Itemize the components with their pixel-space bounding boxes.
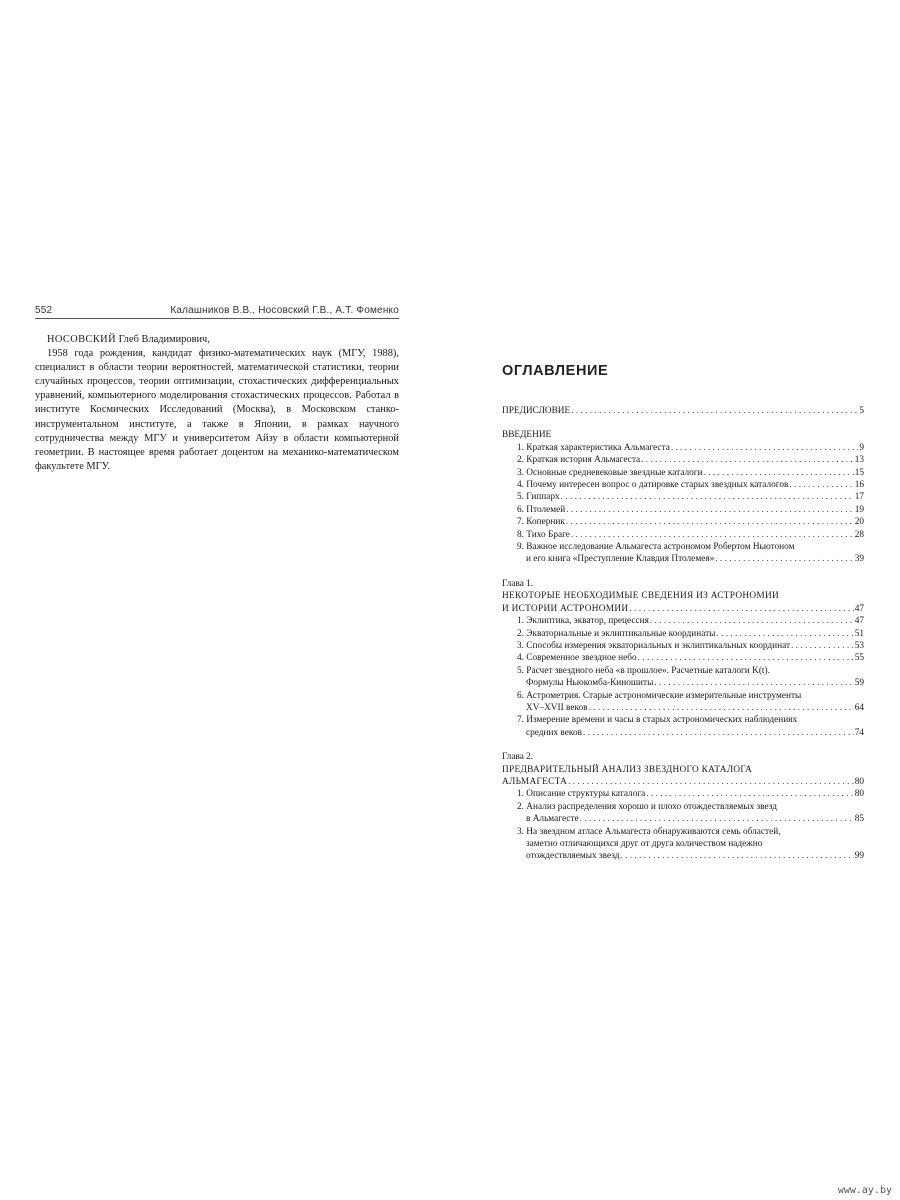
bio-given-names: Глеб Владимирович, — [115, 334, 210, 345]
toc-entry[interactable]: средних веков . . . 74 — [502, 727, 864, 739]
toc-entry[interactable]: 2. Краткая история Альмагеста . . . 13 — [502, 454, 864, 466]
section-heading-intro: ВВЕДЕНИЕ — [502, 430, 552, 441]
toc-entry-line[interactable]: 5. Расчет звездного неба «в прошлое». Расчетные каталоги K(t). — [517, 665, 770, 676]
chapter-label: Глава 1. — [502, 578, 534, 589]
toc-entry[interactable]: 7. Коперник . . . 20 — [502, 516, 864, 528]
toc-entry[interactable]: 1. Краткая характеристика Альмагеста . . . 9 — [502, 442, 864, 454]
chapter-title-entry[interactable]: И ИСТОРИИ АСТРОНОМИИ . . . 47 — [502, 603, 864, 615]
toc-entry[interactable]: 1. Эклиптика, экватор, прецессия . . . 47 — [502, 615, 864, 627]
page-number: 552 — [35, 305, 53, 316]
watermark: www.ay.by — [837, 1185, 892, 1196]
toc-entry[interactable]: 4. Современное звездное небо . . . 55 — [502, 652, 864, 664]
toc-entry-line[interactable]: заметно отличающихся друг от друга количеством надежно — [526, 839, 763, 849]
chapter-title[interactable]: НЕКОТОРЫЕ НЕОБХОДИМЫЕ СВЕДЕНИЯ ИЗ АСТРОНОМИИ — [502, 591, 779, 602]
bio-text: 1958 года рождения, кандидат физико-математических наук (МГУ, 1988), специалист в области теории вероятностей, математической статистики, теории случайных процессов, теории оптимизации, стохастических дифференциальных уравнений, компьютерного моделирования стохастических процессов. Работал в институте Космических Исследований (Москва), в Московском станко-инструментальном институте, а также в Японии, в рамках научного сотрудничества между МГУ и университетом Айзу в области компьютерной геометрии. В настоящее время работает доцентом на механико-математическом факультете МГУ. — [35, 348, 399, 472]
toc-entry-line[interactable]: 2. Анализ распределения хорошо и плохо отождествляемых звезд — [517, 801, 777, 812]
toc-entry[interactable]: XV–XVII веков . . . 64 — [502, 702, 864, 714]
running-head — [35, 305, 399, 319]
toc-entry[interactable]: в Альмагесте . . . 85 — [502, 813, 864, 825]
toc-entry[interactable]: Формулы Ньюкомба-Киношиты . . . 59 — [502, 677, 864, 689]
toc-entry-line[interactable]: 3. На звездном атласе Альмагеста обнаруживаются семь областей, — [517, 826, 781, 837]
toc-entry[interactable]: 3. Основные средневековые звездные каталоги . . . 15 — [502, 467, 864, 479]
right-page — [502, 363, 864, 863]
toc-entry[interactable]: отождествляемых звезд . . . 99 — [502, 850, 864, 862]
toc-entry-line[interactable]: 9. Важное исследование Альмагеста астрономом Робертом Ньютоном — [517, 542, 795, 553]
toc-entry-preface[interactable]: ПРЕДИСЛОВИЕ . . . 5 — [502, 405, 864, 417]
toc-entry[interactable]: 4. Почему интересен вопрос о датировке старых звездных каталогов . . . 16 — [502, 479, 864, 491]
toc-entry[interactable]: 6. Птолемей . . . 19 — [502, 504, 864, 516]
toc-entry[interactable]: 1. Описание структуры каталога . . . 80 — [502, 788, 864, 800]
toc-entry[interactable]: 5. Гиппарх . . . 17 — [502, 491, 864, 503]
running-head-authors: Калашников В.В., Носовский Г.В., А.Т. Фоменко — [170, 305, 399, 316]
author-bio — [35, 333, 399, 474]
toc-entry[interactable]: 8. Тихо Браге . . . 28 — [502, 529, 864, 541]
toc-title: ОГЛАВЛЕНИЕ — [502, 363, 609, 379]
bio-name — [35, 333, 399, 347]
chapter-label: Глава 2. — [502, 752, 534, 763]
toc-entry-line[interactable]: 6. Астрометрия. Старые астрономические измерительные инструменты — [517, 690, 802, 701]
toc-entry[interactable]: 2. Экваториальные и эклиптикальные координаты . . . 51 — [502, 628, 864, 640]
toc-entry[interactable]: 3. Способы измерения экваториальных и эклиптикальных координат . . . 53 — [502, 640, 864, 652]
toc-entry[interactable]: и его книга «Преступление Клавдия Птолемея» . . . 39 — [502, 553, 864, 565]
bio-surname: НОСОВСКИЙ — [47, 334, 116, 345]
toc-entry-line[interactable]: 7. Измерение времени и часы в старых астрономических наблюдениях — [517, 715, 798, 726]
toc-entries — [502, 405, 864, 863]
left-page — [35, 305, 399, 474]
chapter-title-entry[interactable]: АЛЬМАГЕСТА . . . 80 — [502, 776, 864, 788]
chapter-title[interactable]: ПРЕДВАРИТЕЛЬНЫЙ АНАЛИЗ ЗВЕЗДНОГО КАТАЛОГА — [502, 764, 753, 775]
